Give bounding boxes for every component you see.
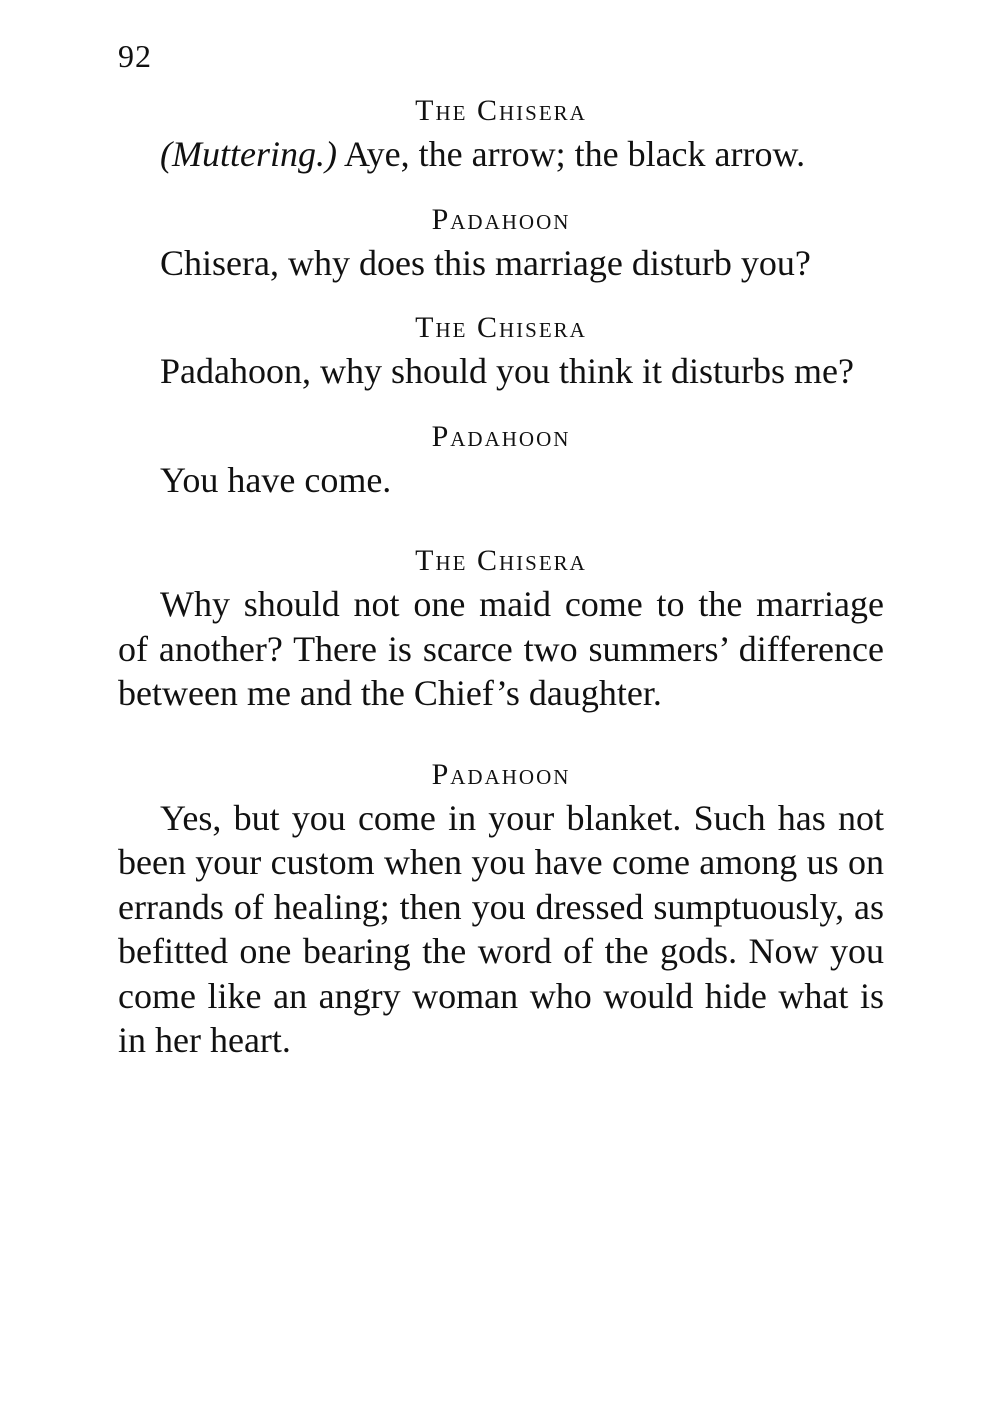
- dialogue-block: [118, 94, 884, 177]
- speaker-name: The Chisera: [415, 544, 587, 577]
- speech-text: Chisera, why does this marriage disturb you?: [160, 242, 811, 283]
- stage-direction: (Muttering.): [160, 134, 337, 174]
- speaker-name: Padahoon: [431, 419, 571, 453]
- dialogue-block: [118, 758, 884, 1063]
- dialogue-block: [118, 420, 884, 503]
- dialogue-block: [118, 311, 884, 394]
- dialogue-block: [118, 544, 884, 716]
- speaker-name: The Chisera: [415, 311, 587, 344]
- speech-body: Aye, the arrow; the black arrow.: [336, 134, 806, 174]
- book-page: [118, 38, 884, 1063]
- speech-text: Yes, but you come in your blanket. Such has not been your custom when you have come among us on errands of healing; then you dressed sumptuously, as befitted one bearing the word of the gods. Now you come like an angry woman who would hide what is in her heart.: [118, 797, 884, 1060]
- page-number: 92: [118, 38, 152, 74]
- speech-text: Why should not one maid come to the marriage of another? There is scarce two summers’ difference between me and the Chief’s daughter.: [118, 584, 884, 713]
- speech-text: You have come.: [160, 459, 392, 500]
- speaker-name: Padahoon: [431, 202, 571, 236]
- speaker-name: The Chisera: [415, 94, 587, 127]
- speech-text: Padahoon, why should you think it disturbs me?: [160, 351, 854, 391]
- speaker-name: Padahoon: [431, 757, 571, 791]
- speech-text: [118, 132, 884, 177]
- dialogue-block: [118, 203, 884, 286]
